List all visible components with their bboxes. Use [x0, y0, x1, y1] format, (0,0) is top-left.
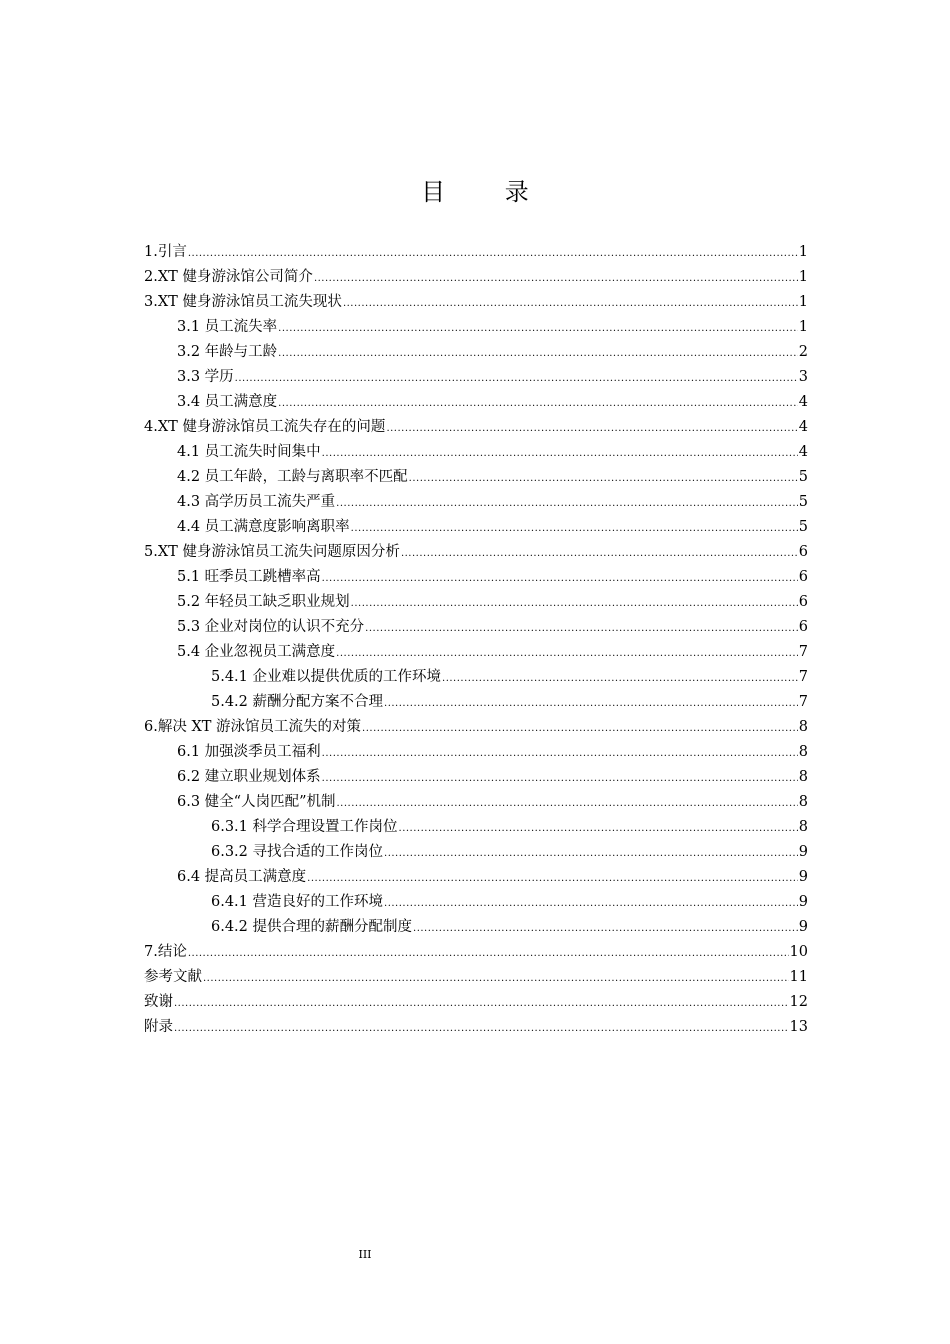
toc-entry-title: 6.2 建立职业规划体系 [177, 769, 321, 785]
toc-entry[interactable] [144, 965, 808, 990]
toc-entry-title: 6.3.2 寻找合适的工作岗位 [211, 844, 384, 860]
toc-entry[interactable] [144, 765, 808, 790]
toc-dot-leader [174, 991, 789, 1016]
toc-dot-leader [322, 741, 798, 766]
toc-entry[interactable] [144, 690, 808, 715]
toc-entry-page-number: 3 [798, 369, 808, 385]
toc-entry-title: 3.2 年龄与工龄 [177, 344, 278, 360]
toc-entry-title: 2.XT 健身游泳馆公司简介 [144, 269, 313, 285]
toc-entry-title: 5.3 企业对岗位的认识不充分 [177, 619, 365, 635]
toc-dot-leader [336, 641, 798, 666]
toc-entry[interactable] [144, 740, 808, 765]
toc-entry[interactable] [144, 290, 808, 315]
toc-entry-title: 6.4.2 提供合理的薪酬分配制度 [211, 919, 413, 935]
toc-dot-leader [351, 516, 798, 541]
toc-entry-page-number: 13 [789, 1019, 808, 1035]
toc-entry-page-number: 5 [798, 519, 808, 535]
toc-entry-page-number: 7 [798, 669, 808, 685]
toc-dot-leader [413, 916, 798, 941]
toc-title: 目 录 [421, 178, 555, 206]
toc-entry[interactable] [144, 865, 808, 890]
toc-entry-page-number: 12 [789, 994, 808, 1010]
toc-entry[interactable] [144, 615, 808, 640]
toc-entry[interactable] [144, 465, 808, 490]
page-number-footer: III [358, 1248, 372, 1261]
toc-dot-leader [409, 466, 798, 491]
toc-dot-leader [442, 666, 798, 691]
toc-entry-page-number: 9 [798, 894, 808, 910]
toc-entry-page-number: 4 [798, 394, 808, 410]
toc-entry[interactable] [144, 890, 808, 915]
toc-entry-page-number: 11 [789, 969, 808, 985]
toc-dot-leader [399, 816, 798, 841]
toc-entry[interactable] [144, 515, 808, 540]
toc-entry-page-number: 8 [798, 744, 808, 760]
toc-entry-title: 5.4 企业忽视员工满意度 [177, 644, 336, 660]
toc-entry-title: 4.4 员工满意度影响离职率 [177, 519, 350, 535]
toc-entry-page-number: 4 [798, 419, 808, 435]
toc-entry-title: 7.结论 [144, 944, 187, 960]
toc-entry-title: 附录 [144, 1019, 173, 1035]
toc-entry-title: 5.4.2 薪酬分配方案不合理 [211, 694, 384, 710]
toc-entry-page-number: 6 [798, 544, 808, 560]
toc-entry-title: 5.2 年轻员工缺乏职业规划 [177, 594, 350, 610]
toc-entry[interactable] [144, 565, 808, 590]
toc-entry-title: 6.3.1 科学合理设置工作岗位 [211, 819, 398, 835]
toc-dot-leader [365, 616, 798, 641]
toc-entry-title: 1.引言 [144, 244, 187, 260]
toc-entry-title: 4.XT 健身游泳馆员工流失存在的问题 [144, 419, 386, 435]
toc-entry[interactable] [144, 790, 808, 815]
toc-dot-leader [188, 241, 798, 266]
toc-entry-title: 6.4.1 营造良好的工作环境 [211, 894, 384, 910]
toc-entry-title: 3.XT 健身游泳馆员工流失现状 [144, 294, 342, 310]
toc-entry-page-number: 2 [798, 344, 808, 360]
toc-entry-title: 4.1 员工流失时间集中 [177, 444, 321, 460]
toc-entry-title: 6.1 加强淡季员工福利 [177, 744, 321, 760]
toc-dot-leader [174, 1016, 789, 1041]
toc-dot-leader [362, 716, 798, 741]
toc-entry[interactable] [144, 265, 808, 290]
toc-entry-page-number: 8 [798, 769, 808, 785]
toc-entry-title: 5.1 旺季员工跳槽率高 [177, 569, 321, 585]
toc-entry[interactable] [144, 940, 808, 965]
table-of-contents [144, 240, 808, 1040]
toc-entry-title: 致谢 [144, 994, 173, 1010]
toc-dot-leader [235, 366, 798, 391]
toc-entry-page-number: 7 [798, 644, 808, 660]
toc-entry-page-number: 7 [798, 694, 808, 710]
toc-dot-leader [322, 766, 798, 791]
toc-entry-page-number: 5 [798, 469, 808, 485]
toc-entry[interactable] [144, 365, 808, 390]
toc-entry[interactable] [144, 1015, 808, 1040]
toc-entry-page-number: 1 [798, 269, 808, 285]
toc-dot-leader [384, 691, 798, 716]
toc-dot-leader [384, 841, 798, 866]
toc-entry-title: 4.3 高学历员工流失严重 [177, 494, 336, 510]
toc-dot-leader [307, 866, 798, 891]
toc-dot-leader [336, 491, 798, 516]
toc-dot-leader [322, 566, 798, 591]
toc-entry-page-number: 8 [798, 819, 808, 835]
toc-dot-leader [188, 941, 789, 966]
toc-entry[interactable] [144, 540, 808, 565]
toc-dot-leader [203, 966, 789, 991]
toc-entry[interactable] [144, 990, 808, 1015]
toc-entry[interactable] [144, 415, 808, 440]
toc-dot-leader [401, 541, 798, 566]
toc-entry[interactable] [144, 840, 808, 865]
toc-dot-leader [386, 416, 797, 441]
toc-entry[interactable] [144, 390, 808, 415]
toc-entry-title: 参考文献 [144, 969, 202, 985]
toc-dot-leader [322, 441, 798, 466]
toc-entry[interactable] [144, 665, 808, 690]
toc-entry-page-number: 9 [798, 869, 808, 885]
toc-entry-title: 5.XT 健身游泳馆员工流失问题原因分析 [144, 544, 400, 560]
toc-entry-title: 6.3 健全“人岗匹配”机制 [177, 794, 336, 810]
toc-entry[interactable] [144, 590, 808, 615]
toc-entry-title: 3.1 员工流失率 [177, 319, 278, 335]
toc-dot-leader [337, 791, 798, 816]
toc-entry-page-number: 6 [798, 569, 808, 585]
toc-entry-page-number: 8 [798, 719, 808, 735]
toc-entry-page-number: 6 [798, 594, 808, 610]
toc-entry-page-number: 4 [798, 444, 808, 460]
toc-entry[interactable] [144, 490, 808, 515]
toc-entry-page-number: 8 [798, 794, 808, 810]
toc-entry-title: 5.4.1 企业难以提供优质的工作环境 [211, 669, 442, 685]
toc-entry-page-number: 1 [798, 319, 808, 335]
toc-entry[interactable] [144, 715, 808, 740]
toc-entry[interactable] [144, 440, 808, 465]
toc-dot-leader [278, 391, 798, 416]
toc-entry-page-number: 1 [798, 244, 808, 260]
toc-entry[interactable] [144, 315, 808, 340]
toc-entry-title: 6.解决 XT 游泳馆员工流失的对策 [144, 719, 362, 735]
toc-entry[interactable] [144, 340, 808, 365]
toc-entry[interactable] [144, 815, 808, 840]
toc-dot-leader [351, 591, 798, 616]
toc-entry-page-number: 6 [798, 619, 808, 635]
toc-entry-page-number: 5 [798, 494, 808, 510]
toc-dot-leader [278, 316, 798, 341]
toc-entry-page-number: 9 [798, 844, 808, 860]
toc-dot-leader [278, 341, 798, 366]
toc-entry-title: 3.3 学历 [177, 369, 234, 385]
toc-dot-leader [314, 266, 798, 291]
toc-entry-title: 6.4 提高员工满意度 [177, 869, 307, 885]
toc-entry[interactable] [144, 640, 808, 665]
toc-entry-page-number: 9 [798, 919, 808, 935]
toc-entry-page-number: 10 [789, 944, 808, 960]
toc-entry-title: 4.2 员工年龄，工龄与离职率不匹配 [177, 469, 408, 485]
toc-dot-leader [343, 291, 798, 316]
toc-entry-page-number: 1 [798, 294, 808, 310]
toc-entry-title: 3.4 员工满意度 [177, 394, 278, 410]
toc-entry[interactable] [144, 915, 808, 940]
toc-dot-leader [384, 891, 798, 916]
toc-entry[interactable] [144, 240, 808, 265]
